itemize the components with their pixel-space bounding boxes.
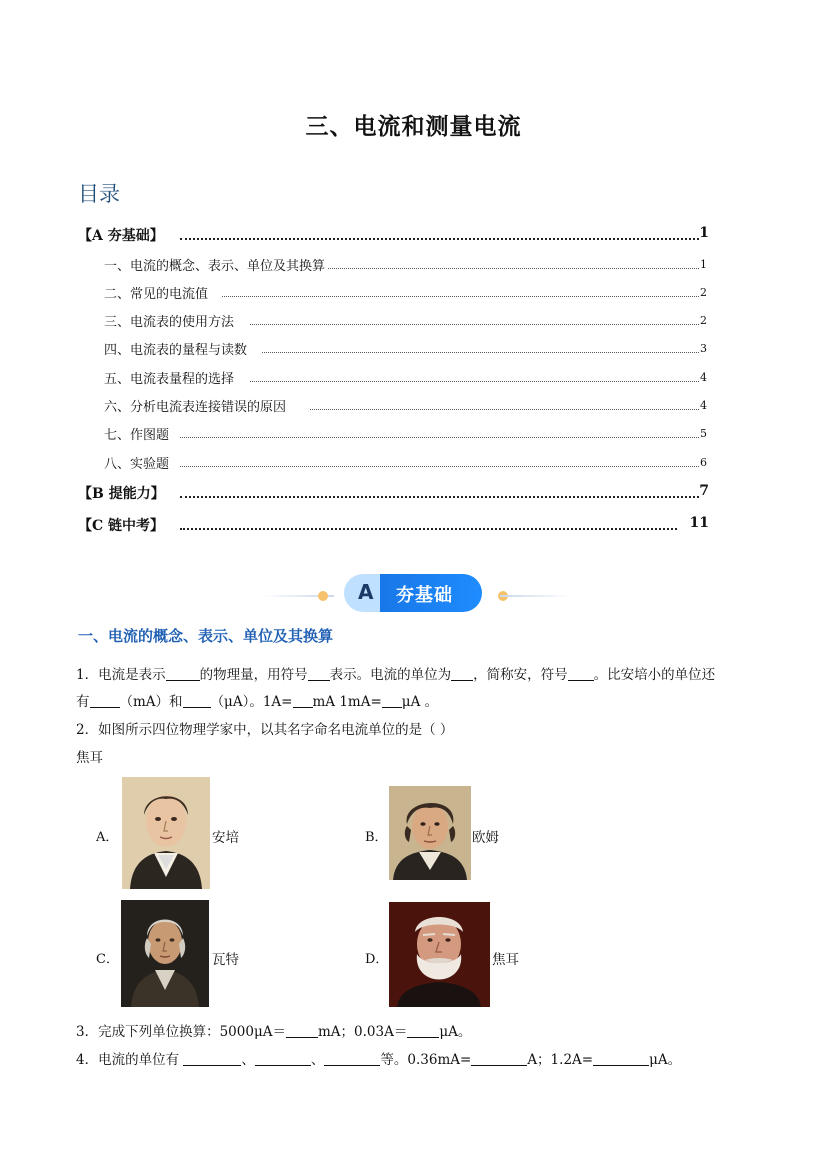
toc-label: 【B 提能力】 bbox=[78, 483, 167, 503]
question-2-stem: 2．如图所示四位物理学家中，以其名字命名电流单位的是（ ） bbox=[76, 722, 454, 738]
badge-pill bbox=[344, 574, 482, 612]
badge-dot-left bbox=[318, 591, 328, 601]
answer-blank[interactable] bbox=[451, 666, 473, 681]
toc-leader bbox=[180, 496, 699, 498]
option-a-name: 安培 bbox=[212, 830, 239, 846]
toc-label: 【C 链中考】 bbox=[78, 515, 166, 535]
toc-entry-sub[interactable] bbox=[0, 396, 827, 416]
option-c-name: 瓦特 bbox=[212, 952, 239, 968]
option-d-letter[interactable]: D． bbox=[365, 952, 389, 967]
toc-label: 六、分析电流表连接错误的原因 bbox=[104, 396, 288, 415]
toc-label: 七、作图题 bbox=[104, 424, 171, 443]
toc-page: 11 bbox=[689, 515, 709, 531]
toc-page: 4 bbox=[700, 399, 707, 412]
portrait-ampere-image bbox=[122, 777, 210, 889]
answer-blank[interactable] bbox=[568, 666, 594, 681]
toc-page: 6 bbox=[700, 456, 707, 469]
option-b-letter[interactable]: B． bbox=[365, 830, 388, 845]
toc-leader bbox=[222, 296, 703, 297]
page-title: 三、电流和测量电流 bbox=[305, 114, 522, 140]
answer-blank[interactable] bbox=[166, 666, 200, 681]
toc-entry-sub[interactable] bbox=[0, 311, 827, 331]
answer-blank[interactable] bbox=[183, 693, 211, 708]
question-2-answer-note: 焦耳 bbox=[76, 750, 103, 766]
toc-leader bbox=[180, 466, 703, 467]
toc-label: 【A 夯基础】 bbox=[78, 225, 166, 245]
toc-entry-c[interactable] bbox=[0, 515, 827, 535]
badge-text: 夯基础 bbox=[396, 585, 453, 606]
toc-page: 1 bbox=[699, 225, 709, 241]
question-4: 4．电流的单位有 、 、 等。0.36mA= A；1.2A= μA。 bbox=[76, 1052, 682, 1068]
badge-letter: A bbox=[358, 580, 374, 604]
toc-leader bbox=[250, 324, 703, 325]
toc-label: 一、电流的概念、表示、单位及其换算 bbox=[104, 255, 327, 274]
answer-blank[interactable] bbox=[255, 1051, 311, 1066]
toc-page: 7 bbox=[699, 483, 709, 499]
answer-blank[interactable] bbox=[90, 693, 120, 708]
toc-label: 五、电流表量程的选择 bbox=[104, 368, 236, 387]
section-badge bbox=[262, 574, 572, 612]
toc-leader bbox=[310, 409, 703, 410]
toc-entry-a[interactable] bbox=[0, 225, 827, 245]
answer-blank[interactable] bbox=[308, 666, 330, 681]
option-a-letter[interactable]: A． bbox=[96, 830, 119, 845]
toc-label: 三、电流表的使用方法 bbox=[104, 311, 236, 330]
answer-blank[interactable] bbox=[593, 1051, 649, 1066]
toc-leader bbox=[262, 352, 703, 353]
toc-label: 四、电流表的量程与读数 bbox=[104, 339, 249, 358]
answer-blank[interactable] bbox=[183, 1051, 241, 1066]
toc-page: 2 bbox=[700, 286, 707, 299]
portrait-joule-image bbox=[389, 902, 490, 1007]
answer-blank[interactable] bbox=[407, 1023, 439, 1038]
option-b-name: 欧姆 bbox=[472, 830, 499, 846]
toc-entry-sub[interactable] bbox=[0, 453, 827, 473]
answer-blank[interactable] bbox=[293, 693, 313, 708]
toc-entry-sub[interactable] bbox=[0, 255, 827, 275]
answer-blank[interactable] bbox=[324, 1051, 380, 1066]
toc-leader bbox=[180, 238, 699, 240]
answer-blank[interactable] bbox=[382, 693, 402, 708]
toc-heading: 目录 bbox=[78, 182, 120, 206]
option-d-name: 焦耳 bbox=[492, 952, 519, 968]
toc-page: 2 bbox=[700, 314, 707, 327]
toc-entry-sub[interactable] bbox=[0, 368, 827, 388]
toc-page: 4 bbox=[700, 371, 707, 384]
toc-leader bbox=[180, 437, 703, 438]
toc-entry-b[interactable] bbox=[0, 483, 827, 503]
portrait-ohm-image bbox=[389, 786, 471, 880]
toc-label: 二、常见的电流值 bbox=[104, 283, 210, 302]
answer-blank[interactable] bbox=[286, 1023, 318, 1038]
section-heading: 一、电流的概念、表示、单位及其换算 bbox=[78, 627, 334, 645]
toc-page: 1 bbox=[700, 258, 707, 271]
toc-leader bbox=[250, 381, 703, 382]
question-1-line-1: 1．电流是表示 的物理量，用符号 表示。电流的单位为 ，简称安，符号 。比安培小的单位还 bbox=[76, 667, 716, 683]
question-3: 3．完成下列单位换算：5000μA＝ mA；0.03A＝ μA。 bbox=[76, 1024, 472, 1040]
toc-label: 八、实验题 bbox=[104, 453, 171, 472]
badge-line-right bbox=[500, 595, 572, 597]
answer-blank[interactable] bbox=[471, 1051, 527, 1066]
toc-page: 3 bbox=[700, 342, 707, 355]
question-1-line-2: 有 （mA）和 （μA）。1A= mA 1mA= μA 。 bbox=[76, 694, 439, 710]
toc-entry-sub[interactable] bbox=[0, 339, 827, 359]
option-c-letter[interactable]: C． bbox=[96, 952, 119, 967]
portrait-watt-image bbox=[121, 900, 209, 1007]
toc-entry-sub[interactable] bbox=[0, 424, 827, 444]
toc-leader bbox=[180, 528, 677, 530]
toc-entry-sub[interactable] bbox=[0, 283, 827, 303]
toc-page: 5 bbox=[700, 427, 707, 440]
